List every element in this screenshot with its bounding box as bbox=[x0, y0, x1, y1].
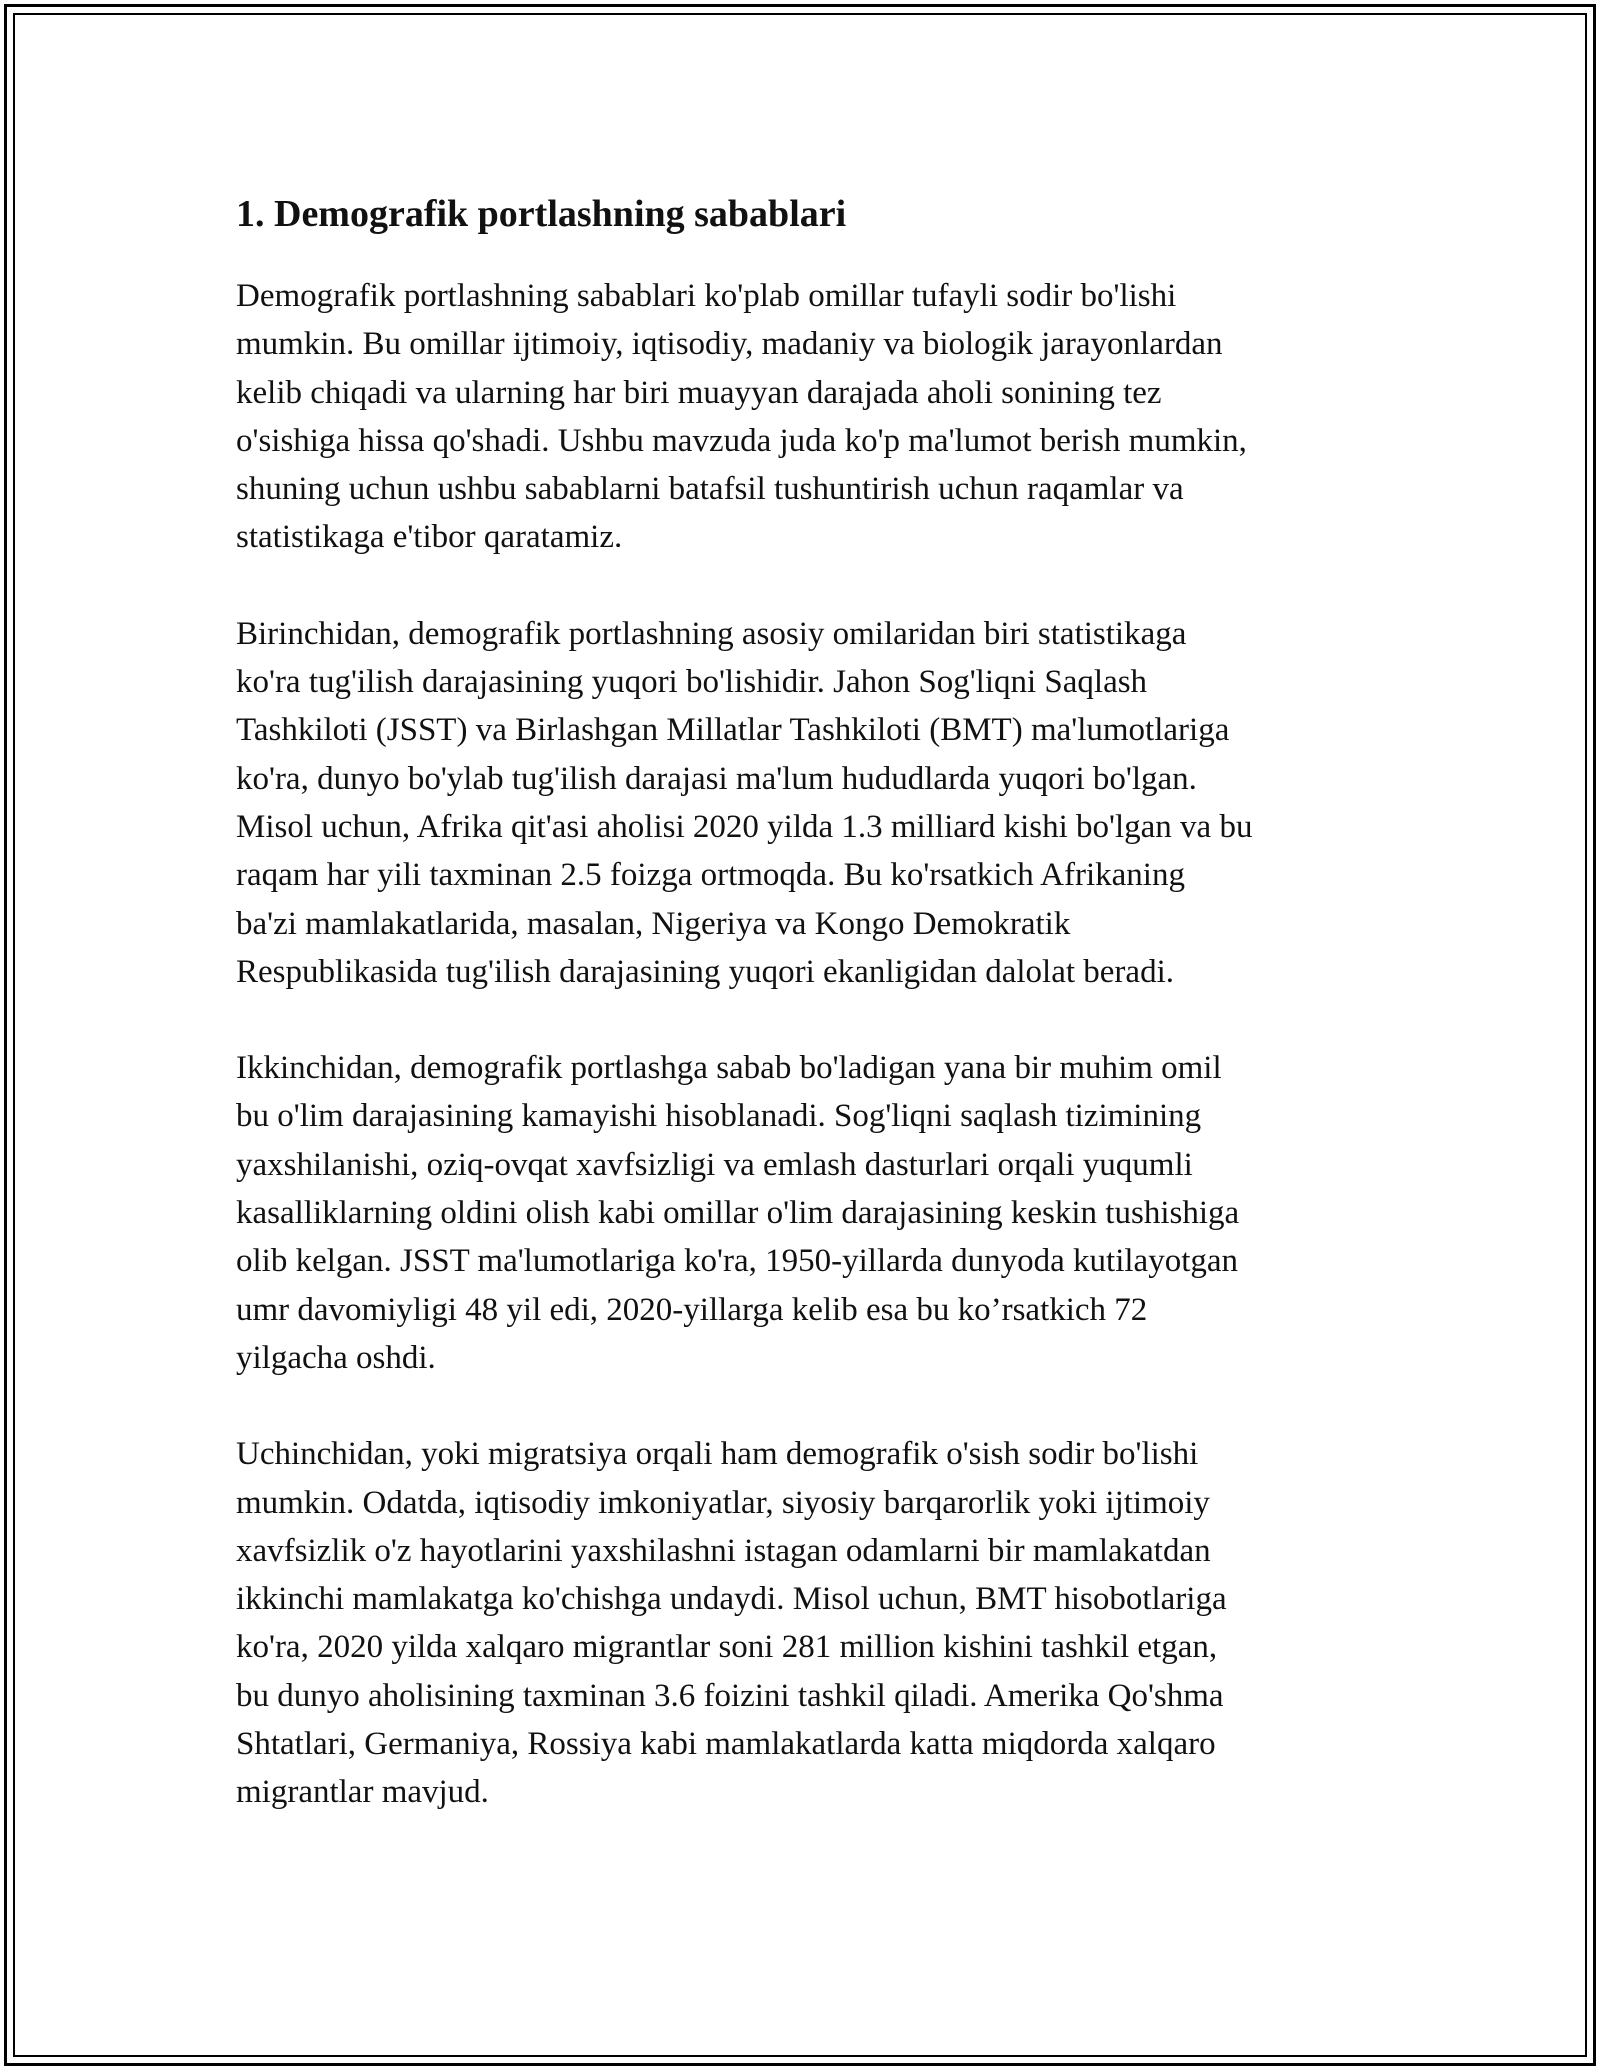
text-line: statistikaga e'tibor qaratamiz. bbox=[236, 519, 623, 556]
paragraph-second-reason bbox=[236, 1044, 1376, 1382]
section-heading: 1. Demografik portlashning sabablari bbox=[236, 193, 847, 235]
text-line: umr davomiyligi 48 yil edi, 2020-yillarga kelib esa bu ko’rsatkich 72 bbox=[236, 1291, 1148, 1328]
text-line: Demografik portlashning sabablari ko'plab omillar tufayli sodir bo'lishi bbox=[236, 278, 1177, 314]
text-line: Tashkiloti (JSST) va Birlashgan Millatlar Tashkiloti (BMT) ma'lumotlariga bbox=[236, 712, 1230, 749]
text-line: Ikkinchidan, demografik portlashga sabab bo'ladigan yana bir muhim omil bbox=[236, 1050, 1222, 1087]
paragraph-intro bbox=[236, 272, 1376, 562]
text-line: Respublikasida tug'ilish darajasining yuqori ekanligidan dalolat beradi. bbox=[236, 953, 1174, 990]
text-line: raqam har yili taxminan 2.5 foizga ortmoqda. Bu ko'rsatkich Afrikaning bbox=[236, 857, 1185, 894]
text-line: kasalliklarning oldini olish kabi omillar o'lim darajasining keskin tushishiga bbox=[236, 1195, 1240, 1232]
text-line: bu o'lim darajasining kamayishi hisoblanadi. Sog'liqni saqlash tizimining bbox=[236, 1098, 1202, 1135]
document-body bbox=[236, 186, 1376, 1865]
text-line: shuning uchun ushbu sabablarni batafsil tushuntirish uchun raqamlar va bbox=[236, 471, 1184, 508]
text-line: mumkin. Bu omillar ijtimoiy, iqtisodiy, madaniy va biologik jarayonlardan bbox=[236, 326, 1223, 363]
text-line: xavfsizlik o'z hayotlarini yaxshilashni istagan odamlarni bir mamlakatdan bbox=[236, 1532, 1211, 1569]
text-line: ko'ra, 2020 yilda xalqaro migrantlar soni 281 million kishini tashkil etgan, bbox=[236, 1629, 1218, 1666]
text-line: bu dunyo aholisining taxminan 3.6 foizini tashkil qiladi. Amerika Qo'shma bbox=[236, 1677, 1224, 1714]
paragraph-first-reason bbox=[236, 610, 1376, 996]
text-line: yilgacha oshdi. bbox=[236, 1339, 436, 1376]
paragraph-third-reason bbox=[236, 1430, 1376, 1816]
text-line: yaxshilanishi, oziq-ovqat xavfsizligi va emlash dasturlari orqali yuqumli bbox=[236, 1146, 1193, 1183]
text-line: o'sishiga hissa qo'shadi. Ushbu mavzuda juda ko'p ma'lumot berish mumkin, bbox=[236, 422, 1247, 459]
text-line: mumkin. Odatda, iqtisodiy imkoniyatlar, siyosiy barqarorlik yoki ijtimoiy bbox=[236, 1484, 1210, 1521]
text-line: Uchinchidan, yoki migratsiya orqali ham demografik o'sish sodir bo'lishi bbox=[236, 1436, 1199, 1473]
text-line: migrantlar mavjud. bbox=[236, 1774, 489, 1811]
text-line: Shtatlari, Germaniya, Rossiya kabi mamlakatlarda katta miqdorda xalqaro bbox=[236, 1726, 1216, 1763]
text-line: olib kelgan. JSST ma'lumotlariga ko'ra, 1950-yillarda dunyoda kutilayotgan bbox=[236, 1243, 1239, 1280]
text-line: ko'ra, dunyo bo'ylab tug'ilish darajasi ma'lum hududlarda yuqori bo'lgan. bbox=[236, 760, 1197, 797]
text-line: ba'zi mamlakatlarida, masalan, Nigeriya va Kongo Demokratik bbox=[236, 905, 1071, 942]
text-line: ikkinchi mamlakatga ko'chishga undaydi. Misol uchun, BMT hisobotlariga bbox=[236, 1581, 1227, 1618]
text-line: Birinchidan, demografik portlashning asosiy omilaridan biri statistikaga bbox=[236, 615, 1187, 652]
text-line: kelib chiqadi va ularning har biri muayyan darajada aholi sonining tez bbox=[236, 374, 1162, 411]
text-line: Misol uchun, Afrika qit'asi aholisi 2020 yilda 1.3 milliard kishi bo'lgan va bu bbox=[236, 808, 1253, 845]
text-line: ko'ra tug'ilish darajasining yuqori bo'lishidir. Jahon Sog'liqni Saqlash bbox=[236, 664, 1148, 701]
